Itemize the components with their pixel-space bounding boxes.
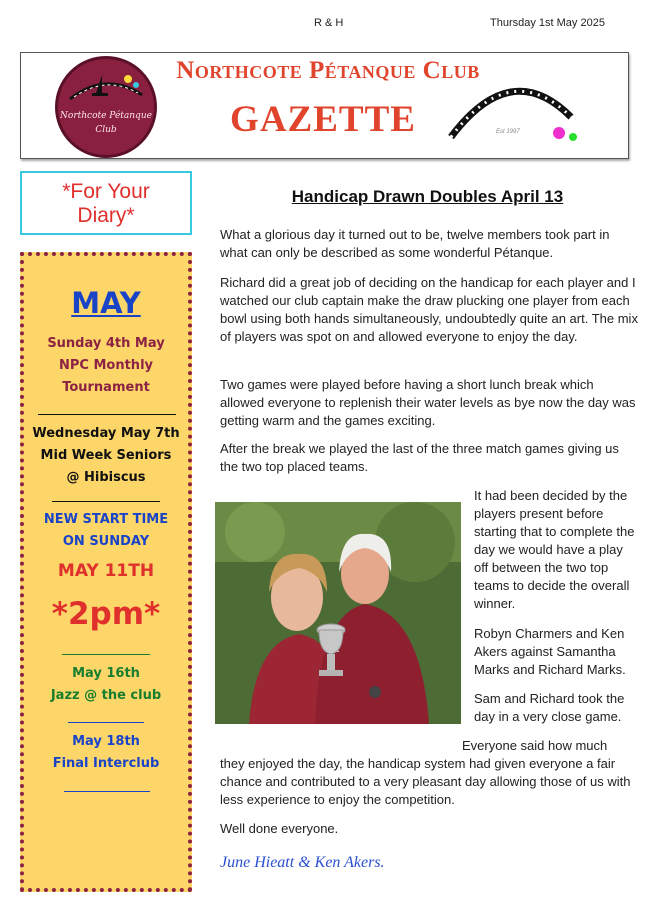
event-5: May 18th Final Interclub — [52, 734, 160, 771]
paragraph: Sam and Richard took the day in a very close game. — [474, 691, 625, 724]
issue-date: Thursday 1st May 2025 — [490, 17, 605, 29]
event-4: May 16th Jazz @ the club — [50, 666, 162, 703]
masthead — [20, 52, 629, 159]
paragraph: Everyone said how much — [462, 738, 608, 753]
header-initials: R & H — [314, 17, 344, 29]
boules-arc-icon — [441, 67, 581, 147]
established-date: Est 1997 — [496, 129, 520, 135]
paragraph: they enjoyed the day, the handicap system had given everyone a fair chance and contributed to a very pleasant day allowing those of us with less experience to enjoy the competition. — [220, 756, 631, 807]
divider — [38, 414, 176, 415]
logo-text: Northcote Pétanque Club — [60, 111, 152, 135]
month-heading: MAY — [71, 286, 141, 320]
event-3-date: MAY 11TH — [57, 561, 155, 581]
paragraph: After the break we played the last of the three match games giving us the two top placed teams. — [220, 441, 619, 474]
paragraph: Robyn Charmers and Ken Akers against Samantha Marks and Richard Marks. — [474, 626, 626, 677]
club-name: Northcote Pétanque Club — [176, 57, 480, 84]
divider — [64, 791, 150, 792]
gazette-title: GAZETTE — [230, 99, 416, 140]
diary-heading: *For Your Diary* — [20, 171, 192, 235]
event-3: NEW START TIME ON SUNDAY — [43, 512, 169, 549]
boat-logo-icon — [66, 65, 146, 105]
paragraph: It had been decided by the players present before starting that to complete the day we would have a play off between the two top teams to decide the overall winner. — [474, 488, 635, 611]
divider — [52, 501, 160, 502]
events-sidebar — [20, 252, 192, 892]
paragraph: What a glorious day it turned out to be, twelve members took part in what can only be described as some wonderful Pétanque. — [220, 227, 610, 260]
divider — [62, 654, 150, 655]
event-2: Wednesday May 7th Mid Week Seniors @ Hibiscus — [32, 426, 180, 485]
paragraph: Two games were played before having a short lunch break which allowed everyone to replenish their water levels as bye now the day was getting warm and the games exciting. — [220, 377, 636, 428]
paragraph: Richard did a great job of deciding on the handicap for each player and I watched our club captain make the draw plucking one player from each bowl using both hands simultaneously, undoubtedly quite an art. The mix of players was spot on and allowed everyone to enjoy the day. — [220, 275, 638, 344]
signature: June Hieatt & Ken Akers. — [220, 854, 385, 871]
paragraph: Well done everyone. — [220, 821, 339, 836]
club-logo — [55, 56, 157, 158]
winners-photo — [215, 502, 461, 724]
event-1: Sunday 4th May NPC Monthly Tournament — [47, 336, 165, 395]
event-3-time: *2pm* — [51, 596, 161, 632]
photo-image — [215, 502, 461, 724]
article-title: Handicap Drawn Doubles April 13 — [291, 187, 564, 206]
divider — [68, 722, 144, 723]
